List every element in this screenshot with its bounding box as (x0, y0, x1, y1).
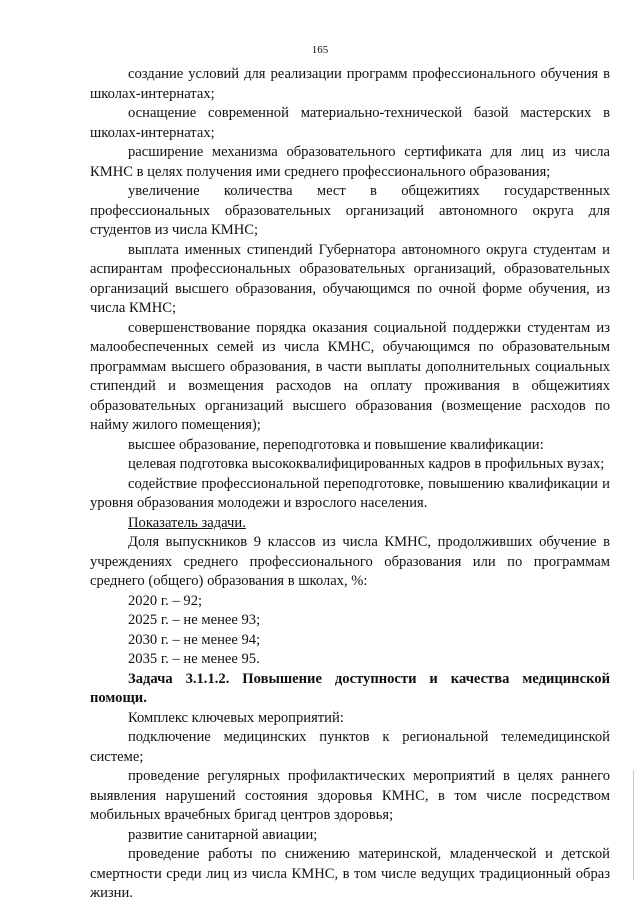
indicator-heading-text: Показатель задачи. (128, 514, 246, 531)
indicator-value: 2025 г. – не менее 93; (128, 612, 261, 628)
task-heading: Задача 3.1.1.2. Повышение доступности и качества медицинской помощи. (90, 670, 610, 706)
paragraph: развитие санитарной авиации; (128, 826, 318, 843)
paragraph: высшее образование, переподготовка и повышение квалификации: (128, 436, 544, 453)
paragraph: Комплекс ключевых мероприятий: (128, 709, 344, 726)
indicator-value: 2020 г. – 92; (128, 592, 203, 609)
document-body (90, 65, 610, 904)
paragraph: Доля выпускников 9 классов из числа КМНС, продолживших обучение в учреждениях среднего профессионального образования или по программам среднего (общего) образования в школах, %: (90, 534, 610, 589)
paragraph: расширение механизма образовательного сертификата для лиц из числа КМНС в целях получения ими среднего профессионального образования; (90, 144, 610, 180)
indicator-value: 2030 г. – не менее 94; (128, 631, 261, 648)
page-number: 165 (311, 44, 329, 56)
paragraph: проведение регулярных профилактических мероприятий в целях раннего выявления нарушений состояния здоровья КМНС, в том числе посредством мобильных врачебных бригад центров здоровья; (90, 768, 610, 823)
paragraph: содействие профессиональной переподготовке, повышению квалификации и уровня образования молодежи и взрослого населения. (90, 475, 610, 511)
paragraph: целевая подготовка высококвалифицированных кадров в профильных вузах; (128, 456, 605, 472)
scan-edge-line (633, 770, 634, 880)
paragraph: оснащение современной материально-технической базой мастерских в школах-интернатах; (90, 105, 610, 141)
paragraph: подключение медицинских пунктов к региональной телемедицинской системе; (90, 729, 610, 765)
indicator-value: 2035 г. – не менее 95. (128, 651, 260, 667)
paragraph: выплата именных стипендий Губернатора автономного округа студентам и аспирантам профессиональных образовательных организаций, образовательных организаций высшего образования, обучающимся по очной форме обучения, из числа КМНС; (90, 241, 610, 316)
paragraph: совершенствование порядка оказания социальной поддержки студентам из малообеспеченных семей из числа КМНС, обучающимся по образовательным программам высшего образования, в части выплаты дополнительных социальных стипендий и возмещения расходов на оплату проживания в общежитиях образовательных организаций высшего образования (возмещение расходов по найму жилого помещения); (90, 319, 610, 433)
paragraph: проведение работы по снижению материнской, младенческой и детской смертности среди лиц из числа КМНС, в том числе ведущих традиционный образ жизни. (90, 846, 610, 901)
paragraph: увеличение количества мест в общежитиях государственных профессиональных образовательных организаций автономного округа для студентов из числа КМНС; (90, 183, 610, 238)
paragraph: создание условий для реализации программ профессионального обучения в школах-интернатах; (90, 66, 610, 102)
indicator-heading (90, 514, 610, 534)
